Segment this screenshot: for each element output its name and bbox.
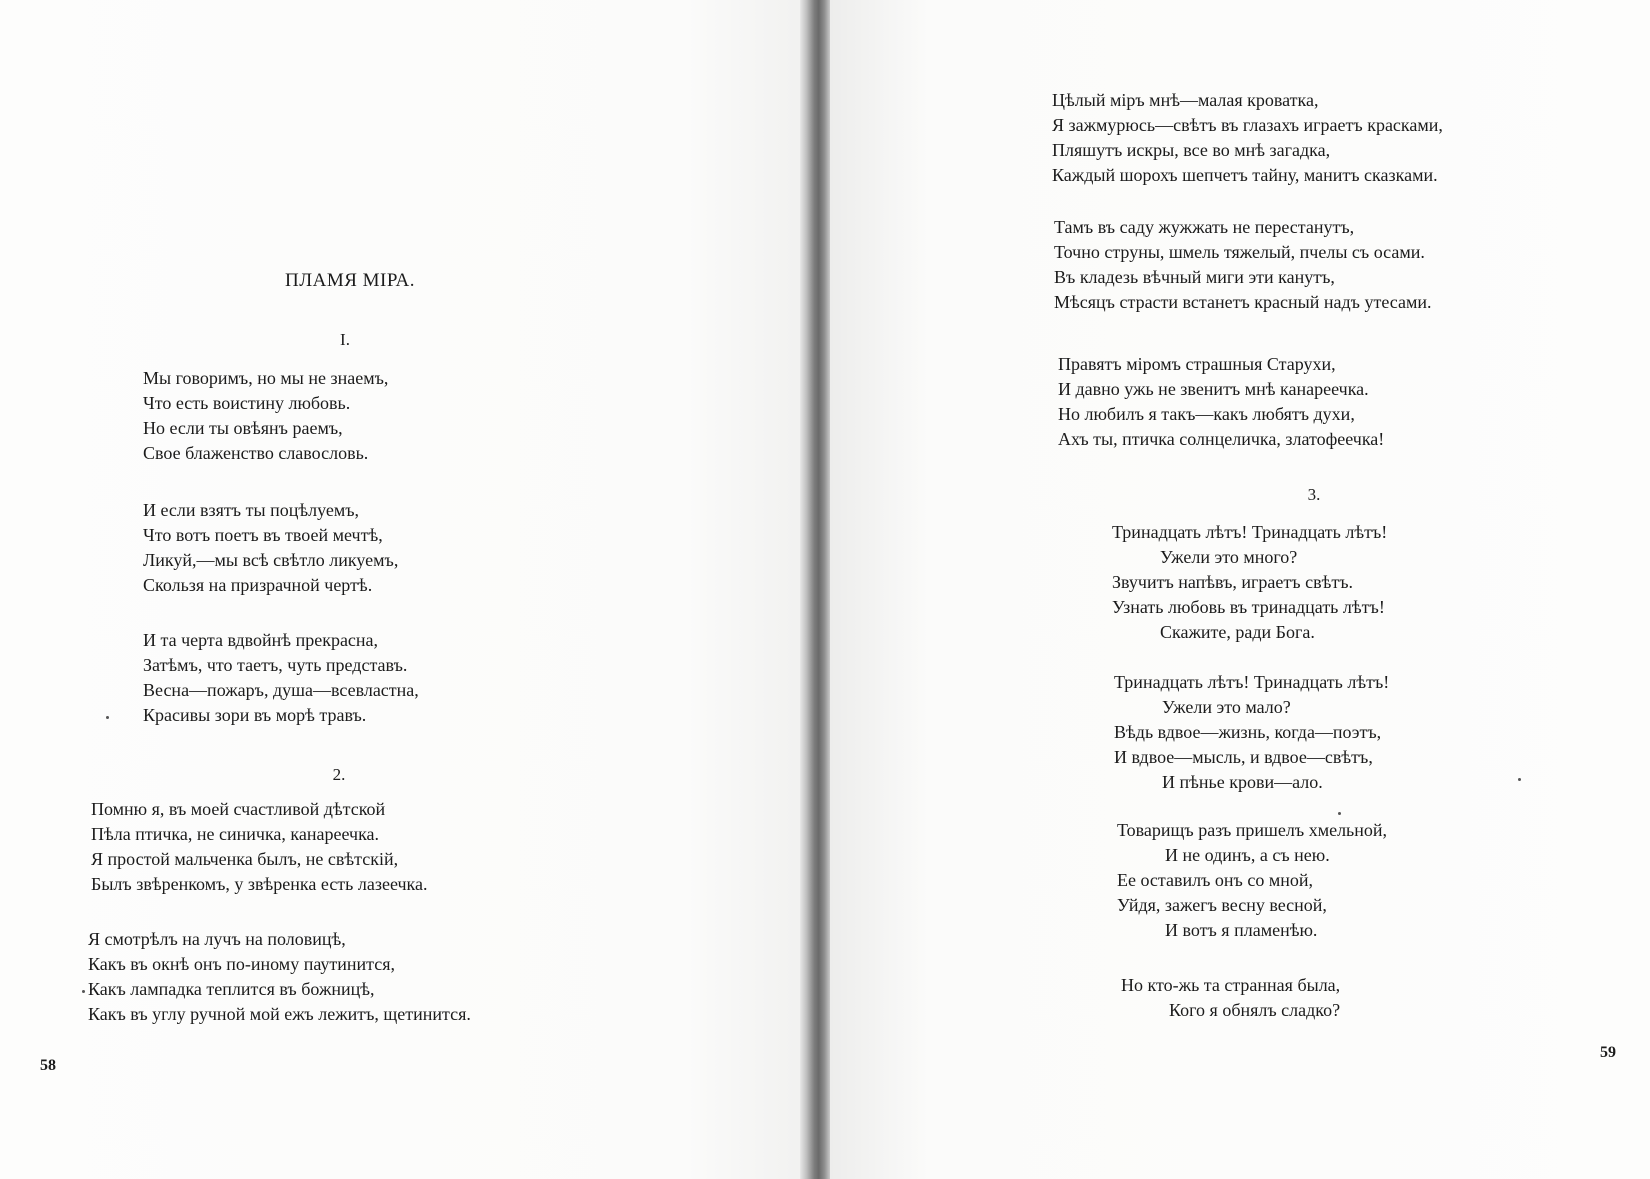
verse-line: Что вотъ поетъ въ твоей мечтѣ, xyxy=(143,525,383,545)
verse-line: Мы говоримъ, но мы не знаемъ, xyxy=(143,368,389,388)
verse-line: Скользя на призрачной чертѣ. xyxy=(143,575,373,595)
stanza xyxy=(1054,215,1432,315)
verse-line: Узнать любовь въ тринадцать лѣтъ! xyxy=(1112,597,1385,617)
verse-line: Ее оставилъ онъ со мной, xyxy=(1117,870,1314,890)
verse-line: Красивы зори въ морѣ травъ. xyxy=(143,705,367,725)
verse-line: И если взятъ ты поцѣлуемъ, xyxy=(143,500,360,520)
verse-line: Я простой мальченка былъ, не свѣтскій, xyxy=(91,849,399,869)
verse-line: Товарищъ разъ пришелъ хмельной, xyxy=(1117,820,1388,840)
stanza xyxy=(91,797,428,897)
verse-line: Въ кладезь вѣчный миги эти канутъ, xyxy=(1054,267,1335,287)
verse-line: Тринадцать лѣтъ! Тринадцать лѣтъ! xyxy=(1114,672,1390,692)
verse-line: Какъ лампадка теплится въ божницѣ, xyxy=(88,979,375,999)
verse-line: Пѣла птичка, не синичка, канареечка. xyxy=(91,824,380,844)
ink-speck xyxy=(106,716,109,719)
verse-line: Какъ въ окнѣ онъ по-иному паутинится, xyxy=(88,954,396,974)
verse-line: И не одинъ, а съ нею. xyxy=(1165,845,1330,865)
verse-line: Я смотрѣлъ на лучъ на половицѣ, xyxy=(88,929,346,949)
verse-line: Правятъ міромъ страшныя Старухи, xyxy=(1058,354,1336,374)
stanza xyxy=(143,628,419,728)
verse-line: Ужели это мало? xyxy=(1162,697,1291,717)
stanza xyxy=(143,366,388,466)
verse-line: Затѣмъ, что таетъ, чуть представъ. xyxy=(143,655,408,675)
section-number-3: 3. xyxy=(1307,485,1321,504)
verse-line: Но любилъ я такъ—какъ любятъ духи, xyxy=(1058,404,1355,424)
stanza xyxy=(1058,352,1384,452)
verse-line: Но кто-жь та странная была, xyxy=(1121,975,1341,995)
verse-line: И пѣнье крови—ало. xyxy=(1162,772,1323,792)
verse-line: Но если ты овѣянъ раемъ, xyxy=(143,418,343,438)
page-number: 59 xyxy=(1600,1044,1616,1061)
right-page xyxy=(830,0,1650,1179)
stanza xyxy=(1052,88,1443,188)
stanza xyxy=(1114,670,1389,795)
verse-line: Ликуй,—мы всѣ свѣтло ликуемъ, xyxy=(143,550,399,570)
verse-line: Что есть воистину любовь. xyxy=(143,393,351,413)
verse-line: Я зажмурюсь—свѣтъ въ глазахъ играетъ красками, xyxy=(1052,115,1443,135)
verse-line: Помню я, въ моей счастливой дѣтской xyxy=(91,799,386,819)
ink-speck xyxy=(1338,812,1341,815)
verse-line: И та черта вдвойнѣ прекрасна, xyxy=(143,630,379,650)
verse-line: Свое блаженство славословь. xyxy=(143,443,369,463)
verse-line: И давно ужь не звенитъ мнѣ канареечка. xyxy=(1058,379,1369,399)
verse-line: Мѣсяцъ страсти встанетъ красный надъ утесами. xyxy=(1054,292,1432,312)
verse-line: Былъ звѣренкомъ, у звѣренка есть лазеечка. xyxy=(91,874,428,894)
verse-line: Точно струны, шмель тяжелый, пчелы съ осами. xyxy=(1054,242,1425,262)
ink-speck xyxy=(82,990,85,993)
verse-line: Ужели это много? xyxy=(1160,547,1298,567)
verse-line: И вдвое—мысль, и вдвое—свѣтъ, xyxy=(1114,747,1373,767)
stanza xyxy=(88,927,471,1027)
book-gutter xyxy=(800,0,834,1179)
verse-line: Ахъ ты, птичка солнцеличка, златофеечка! xyxy=(1058,429,1385,449)
left-page xyxy=(0,0,808,1179)
verse-line: Кого я обнялъ сладко? xyxy=(1169,1000,1341,1020)
verse-line: Вѣдь вдвое—жизнь, когда—поэтъ, xyxy=(1114,722,1382,742)
poem-title: ПЛАМЯ МІРА. xyxy=(285,270,415,291)
verse-line: И вотъ я пламенѣю. xyxy=(1165,920,1318,940)
section-number-1: I. xyxy=(340,330,350,349)
stanza xyxy=(143,498,398,598)
page-number: 58 xyxy=(40,1057,56,1074)
stanza xyxy=(1117,818,1387,943)
verse-line: Тамъ въ саду жужжать не перестанутъ, xyxy=(1054,217,1355,237)
verse-line: Звучитъ напѣвъ, играетъ свѣтъ. xyxy=(1112,572,1354,592)
verse-line: Скажите, ради Бога. xyxy=(1160,622,1315,642)
stanza xyxy=(1112,520,1387,645)
verse-line: Цѣлый міръ мнѣ—малая кроватка, xyxy=(1052,90,1319,110)
verse-line: Пляшутъ искры, все во мнѣ загадка, xyxy=(1052,140,1331,160)
verse-line: Уйдя, зажегъ весну весной, xyxy=(1117,895,1327,915)
section-number-2: 2. xyxy=(332,765,346,784)
verse-line: Тринадцать лѣтъ! Тринадцать лѣтъ! xyxy=(1112,522,1388,542)
verse-line: Каждый шорохъ шепчетъ тайну, манитъ сказками. xyxy=(1052,165,1438,185)
verse-line: Какъ въ углу ручной мой ежъ лежитъ, щетинится. xyxy=(88,1004,471,1024)
ink-speck xyxy=(1518,778,1521,781)
verse-line: Весна—пожаръ, душа—всевластна, xyxy=(143,680,419,700)
stanza xyxy=(1121,973,1340,1023)
